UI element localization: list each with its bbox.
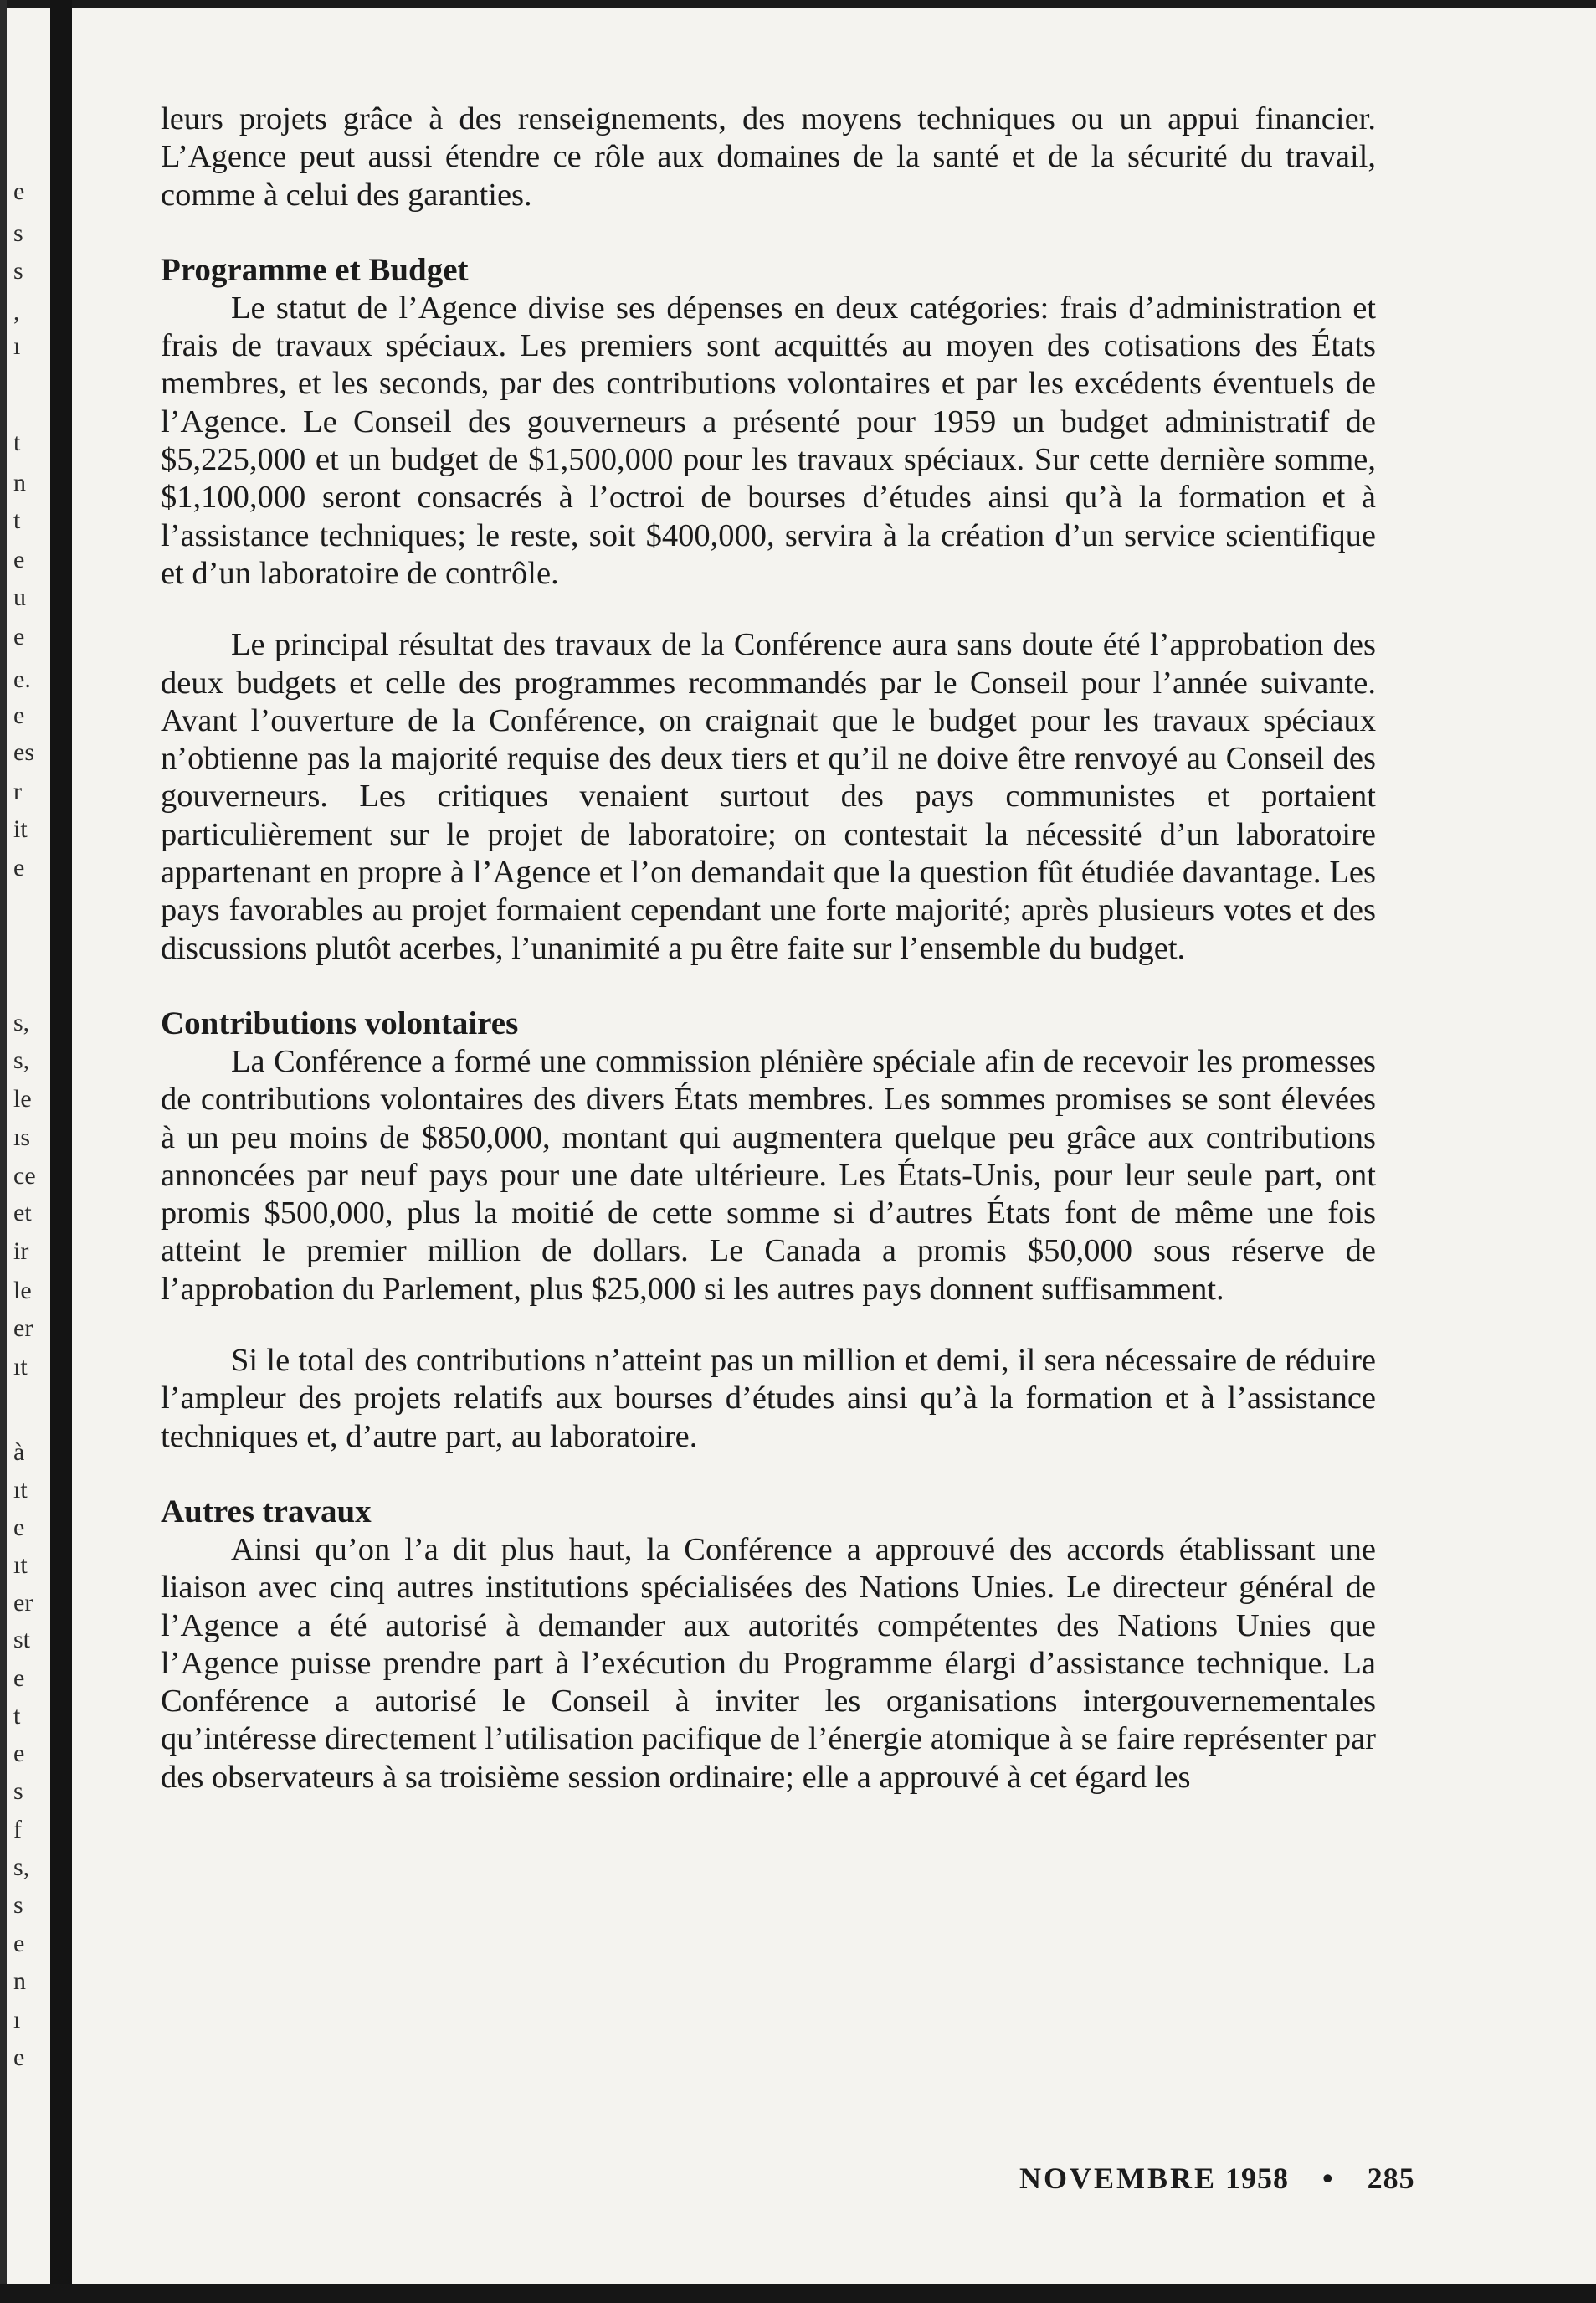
margin-fragment: er — [13, 1314, 33, 1342]
scan-border-left-edge — [0, 0, 7, 2303]
margin-fragment: ı — [13, 2006, 21, 2033]
margin-fragment: st — [13, 1626, 31, 1653]
paragraph-programme-budget-2: Le principal résultat des travaux de la Conférence aura sans doute été l’approbation des deux budgets et celle des programmes recommandés par le Conseil pour l’année suivante. Avant l’ouverture de la Conférence, on craignait que le budget pour les travaux spéciaux n’obtienne pas la majorité requise des deux tiers et qu’il ne doive être renvoyé au Conseil des gouverneurs. Les critiques venaient surtout des pays communistes et portaient particulièrement sur le projet de laboratoire; on contestait la nécessité d’un laboratoire appartenant en propre à l’Agence et l’on demandait que la question fût étudiée davantage. Les pays favorables au projet formaient cependant une forte majorité; après plusieurs votes et des discussions plutôt acerbes, l’unanimité a pu être faite sur l’ensemble du budget. — [161, 627, 1376, 966]
scan-border-bottom — [0, 2284, 1596, 2303]
margin-fragment: t — [13, 1702, 21, 1730]
margin-fragment: s, — [13, 1009, 30, 1036]
margin-fragment: n — [13, 1967, 26, 1995]
margin-fragment: ıs — [13, 1123, 31, 1151]
margin-fragment: à — [13, 1438, 25, 1466]
page-footer — [1019, 2161, 1455, 2196]
footer-year: 1958 — [1225, 2162, 1290, 2195]
margin-fragment: e — [13, 1514, 25, 1541]
section-heading-autres-travaux: Autres travaux — [161, 1493, 372, 1529]
margin-fragment: e — [13, 546, 25, 573]
binding-shadow — [50, 0, 72, 2303]
margin-fragment: e — [13, 854, 25, 882]
margin-fragment: es — [13, 738, 34, 766]
margin-fragment: ıt — [13, 1476, 28, 1504]
margin-fragment: ı — [13, 332, 21, 360]
margin-fragment: le — [13, 1277, 32, 1304]
margin-fragment: , — [13, 298, 20, 326]
margin-fragment: e — [13, 1664, 25, 1692]
paragraph-programme-budget-1: Le statut de l’Agence divise ses dépenses en deux catégories: frais d’administration et frais de travaux spéciaux. Les premiers sont acquittés au moyen des cotisations des États membres, et les seconds, par des contributions volontaires et par les excédents éventuels de l’Agence. Le Conseil des gouverneurs a présenté pour 1959 un budget administratif de $5,225,000 et un budget de $1,500,000 pour les travaux spéciaux. Sur cette dernière somme, $1,100,000 seront consacrés à l’octroi de bourses d’études ainsi qu’à la formation et à l’assistance techniques; le reste, soit $400,000, servira à la création d’un service scientifique et d’un laboratoire de contrôle. — [161, 290, 1376, 591]
margin-fragment: er — [13, 1589, 33, 1617]
margin-fragment: u — [13, 583, 26, 611]
opening-paragraph: leurs projets grâce à des renseignements, des moyens techniques ou un appui financier. L’Agence peut aussi étendre ce rôle aux domaines de la santé et de la sécurité du travail, comme à celui des garanties. — [161, 101, 1376, 213]
margin-fragment: s — [13, 257, 23, 285]
margin-fragment: e — [13, 1740, 25, 1767]
section-heading-programme-budget: Programme et Budget — [161, 251, 469, 288]
margin-fragment: ce — [13, 1162, 36, 1190]
margin-fragment: e — [13, 2043, 25, 2071]
page-number: 285 — [1367, 2162, 1415, 2195]
margin-fragment: e. — [13, 666, 31, 693]
margin-fragment: ıt — [13, 1551, 28, 1579]
scan-border-top — [0, 0, 1596, 8]
margin-fragment: s — [13, 1891, 23, 1919]
margin-fragment: e — [13, 1930, 25, 1957]
margin-fragment: ıt — [13, 1353, 28, 1380]
margin-fragment: ir — [13, 1237, 29, 1265]
footer-separator: • — [1322, 2162, 1334, 2195]
margin-fragment: le — [13, 1085, 32, 1113]
margin-fragment: t — [13, 429, 21, 456]
margin-fragment: it — [13, 815, 28, 843]
margin-fragment: e — [13, 623, 25, 650]
margin-fragment: s — [13, 1777, 23, 1805]
margin-fragment: s, — [13, 1853, 30, 1881]
margin-fragment: n — [13, 469, 26, 496]
margin-fragment: e — [13, 177, 25, 205]
paragraph-contributions-1: La Conférence a formé une commission plénière spéciale afin de recevoir les promesses de contributions volontaires des divers États membres. Les sommes promises se sont élevées à un peu moins de $850,000, montant qui augmentera quelque peu grâce aux contributions annoncées par neuf pays pour une date ultérieure. Les États-Unis, pour leur seule part, ont promis $500,000, plus la moitié de cette somme si d’autres États font de même une fois atteint le premier million de dollars. Le Canada a promis $50,000 sous réserve de l’approbation du Parlement, plus $25,000 si les autres pays donnent suffisamment. — [161, 1043, 1376, 1307]
paragraph-autres-travaux-1: Ainsi qu’on l’a dit plus haut, la Conférence a approuvé des accords établissant une liaison avec cinq autres institutions spécialisées des Nations Unies. Le directeur général de l’Agence a été autorisé à demander aux autorités compétentes des Nations Unies que l’Agence puisse prendre part à l’exécution du Programme élargi d’assistance technique. La Conférence a autorisé le Conseil à inviter les organisations intergouvernementales qu’intéresse directement l’utilisation pacifique de l’énergie atomique à se faire représenter par des observateurs à sa troisième session ordinaire; elle a approuvé à cet égard les — [161, 1531, 1376, 1795]
paragraph-contributions-2: Si le total des contributions n’atteint pas un million et demi, il sera nécessaire de réduire l’ampleur des projets relatifs aux bourses d’études ainsi qu’à la formation et à l’assistance techniques et, d’autre part, au laboratoire. — [161, 1343, 1376, 1454]
margin-fragment: s, — [13, 1046, 30, 1074]
article-body — [161, 100, 1376, 1797]
margin-fragment: r — [13, 778, 22, 805]
section-heading-contributions: Contributions volontaires — [161, 1005, 519, 1041]
footer-month: NOVEMBRE — [1019, 2162, 1218, 2195]
adjacent-page-margin — [7, 0, 50, 2303]
margin-fragment: e — [13, 702, 25, 729]
margin-fragment: s — [13, 219, 23, 247]
margin-fragment: t — [13, 506, 21, 534]
margin-fragment: et — [13, 1199, 32, 1226]
margin-fragment: f — [13, 1816, 22, 1843]
